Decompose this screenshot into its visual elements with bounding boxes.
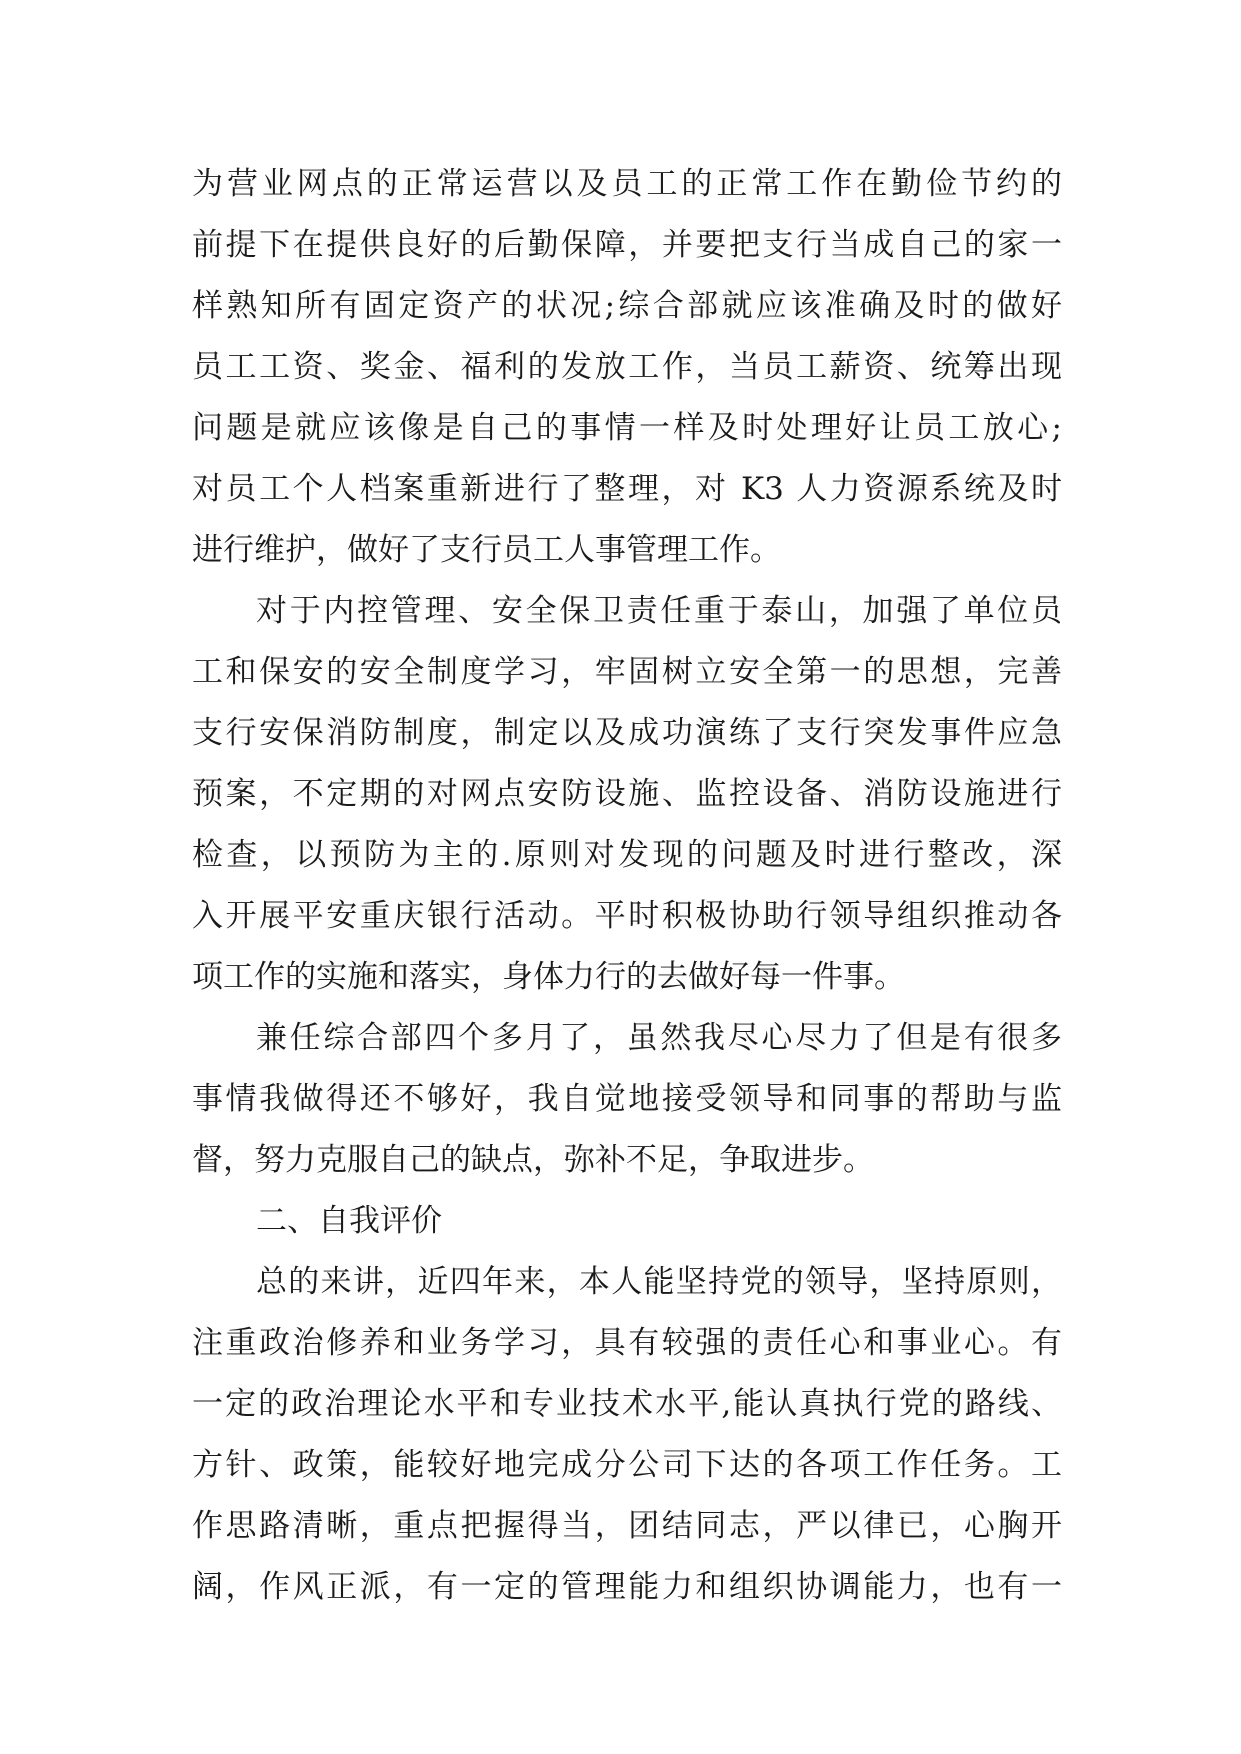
text-line: 员工工资、奖金、福利的发放工作，当员工薪资、统筹出现 xyxy=(192,349,1062,385)
text-line: 检查，以预防为主的.原则对发现的问题及时进行整改，深 xyxy=(192,837,1062,873)
text-line: 对于内控管理、安全保卫责任重于泰山，加强了单位员 xyxy=(256,593,1062,629)
text-line: 工和保安的安全制度学习，牢固树立安全第一的思想，完善 xyxy=(192,654,1062,690)
text-line: 方针、政策，能较好地完成分公司下达的各项工作任务。工 xyxy=(192,1447,1062,1483)
text-line: 预案，不定期的对网点安防设施、监控设备、消防设施进行 xyxy=(192,776,1062,812)
text-line: 二、自我评价 xyxy=(256,1203,442,1239)
text-line: 问题是就应该像是自己的事情一样及时处理好让员工放心; xyxy=(192,410,1062,446)
text-line: 总的来讲，近四年来，本人能坚持党的领导，坚持原则， xyxy=(256,1264,1062,1300)
text-line: 兼任综合部四个多月了，虽然我尽心尽力了但是有很多 xyxy=(256,1020,1062,1056)
text-line: 阔，作风正派，有一定的管理能力和组织协调能力，也有一 xyxy=(192,1569,1062,1605)
text-line: 督，努力克服自己的缺点，弥补不足，争取进步。 xyxy=(192,1142,874,1178)
text-line: 支行安保消防制度，制定以及成功演练了支行突发事件应急 xyxy=(192,715,1062,751)
text-line: 进行维护，做好了支行员工人事管理工作。 xyxy=(192,532,781,568)
text-line: 样熟知所有固定资产的状况;综合部就应该准确及时的做好 xyxy=(192,288,1062,324)
text-line: 为营业网点的正常运营以及员工的正常工作在勤俭节约的 xyxy=(192,166,1062,202)
text-line: 项工作的实施和落实，身体力行的去做好每一件事。 xyxy=(192,959,905,995)
text-line: 注重政治修养和业务学习，具有较强的责任心和事业心。有 xyxy=(192,1325,1062,1361)
document-body xyxy=(192,154,1062,1618)
text-line: 前提下在提供良好的后勤保障，并要把支行当成自己的家一 xyxy=(192,227,1062,263)
text-line: 对员工个人档案重新进行了整理，对 K3 人力资源系统及时 xyxy=(192,471,1062,507)
text-line: 作思路清晰，重点把握得当，团结同志，严以律已，心胸开 xyxy=(192,1508,1062,1544)
text-line: 一定的政治理论水平和专业技术水平,能认真执行党的路线、 xyxy=(192,1386,1062,1422)
text-line: 事情我做得还不够好，我自觉地接受领导和同事的帮助与监 xyxy=(192,1081,1062,1117)
text-line: 入开展平安重庆银行活动。平时积极协助行领导组织推动各 xyxy=(192,898,1062,934)
